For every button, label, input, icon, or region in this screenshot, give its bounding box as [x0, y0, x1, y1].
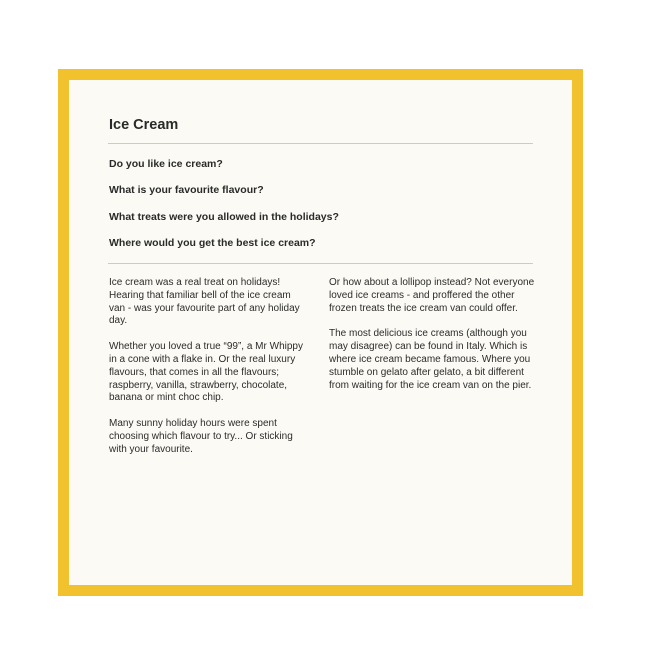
- question-1: Do you like ice cream?: [109, 158, 223, 170]
- card-title: Ice Cream: [109, 117, 179, 133]
- paragraph: Many sunny holiday hours were spent choosing which flavour to try... Or sticking with your favourite.: [109, 418, 293, 455]
- divider-top: [108, 143, 533, 144]
- paragraph: Ice cream was a real treat on holidays! Hearing that familiar bell of the ice cream van - was your favourite part of any holiday day.: [109, 277, 300, 327]
- question-3: What treats were you allowed in the holidays?: [109, 211, 339, 223]
- left-column: [109, 277, 309, 470]
- paragraph: Or how about a lollipop instead? Not everyone loved ice creams - and proffered the other frozen treats the ice cream van could offer.: [329, 277, 535, 314]
- right-column: [329, 277, 539, 405]
- question-4: Where would you get the best ice cream?: [109, 237, 316, 249]
- paragraph: The most delicious ice creams (although you may disagree) can be found in Italy. Which is where ice cream became famous. Where you stumble on gelato after gelato, a bit different from waiting for the ice cream van on the pier.: [329, 328, 532, 391]
- divider-bottom: [108, 263, 533, 264]
- paragraph: Whether you loved a true “99”, a Mr Whippy in a cone with a flake in. Or the real luxury flavours, that comes in all the flavours; raspberry, vanilla, strawberry, chocolate, banana or mint choc chip.: [109, 341, 303, 404]
- question-2: What is your favourite flavour?: [109, 184, 264, 196]
